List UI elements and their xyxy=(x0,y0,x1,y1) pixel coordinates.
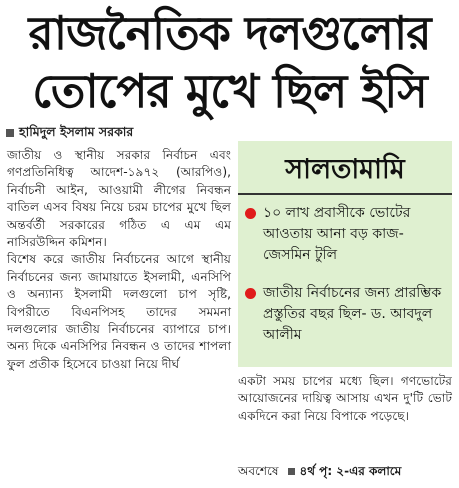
article-body-right xyxy=(238,373,452,425)
highlight-item xyxy=(263,283,449,346)
highlight-box xyxy=(238,141,452,367)
paragraph-1: জাতীয় ও স্থানীয় সরকার নির্বাচন এবং গণপ্রতিনিধিত্ব আদেশ-১৯৭২ (আরপিও), নির্বাচনী আইন, আওয়ামী লীগের নিবন্ধন বাতিল এসব বিষয় নিয়ে চরম চাপের মুখে ছিল অন্তর্বর্তী সরকারের গঠিত এ এম এম নাসিরউদ্দিন কমিশন। xyxy=(7,148,231,250)
byline-author: হামিদুল ইসলাম সরকার xyxy=(19,124,134,139)
highlight-item-text: জাতীয় নির্বাচনের জন্য প্রারম্ভিক প্রস্তুতির বছর ছিল- ড. আবদুল আলীম xyxy=(263,285,442,343)
red-bullet-icon xyxy=(245,208,256,219)
paragraph-3: একটা সময় চাপের মধ্যে ছিল। গণভোটের আয়োজনের দায়িত্ব আসায় এখন দু'টি ভোট একদিনে করা নিয়ে বিপাকে পড়েছে। xyxy=(238,374,452,423)
continuation-marker-icon xyxy=(288,468,295,475)
headline-line-1: রাজনৈতিক দলগুলোর xyxy=(28,6,431,60)
paragraph-2: বিশেষ করে জাতীয় নির্বাচনের আগে স্থানীয় নির্বাচনের জন্য জামায়াতে ইসলামী, এনসিপি ও অন্যান্য ইসলামী দলগুলো চাপ সৃষ্টি, বিপরীতে বিএনপিসহ তাদের সমমনা দলগুলোর জাতীয় নির্বাচনের ব্যাপারে চাপ। অন্য দিকে এনসিপির নিবন্ধন ও তাদের শাপলা ফুল প্রতীক হিসেবে চাওয়া নিয়ে দীর্ঘ xyxy=(7,252,231,371)
continuation-line xyxy=(238,463,401,483)
article-body-left xyxy=(7,147,231,373)
highlight-box-title: সালতামামি xyxy=(285,154,405,185)
continuation-word: অবশেষে xyxy=(238,464,279,478)
highlight-box-divider xyxy=(238,193,452,195)
red-bullet-icon xyxy=(245,288,256,299)
highlight-item-text: ১০ লাখ প্রবাসীকে ভোটের আওতায় আনা বড় কাজ-জেসমিন টুলি xyxy=(263,205,411,263)
headline-line-2: তোপের মুখে ছিল ইসি xyxy=(32,64,427,118)
continuation-reference[interactable]: ৪র্থ পৃ: ২-এর কলামে xyxy=(299,464,402,478)
byline-bullet-icon xyxy=(6,129,14,137)
highlight-item xyxy=(263,203,449,266)
byline xyxy=(6,124,133,144)
